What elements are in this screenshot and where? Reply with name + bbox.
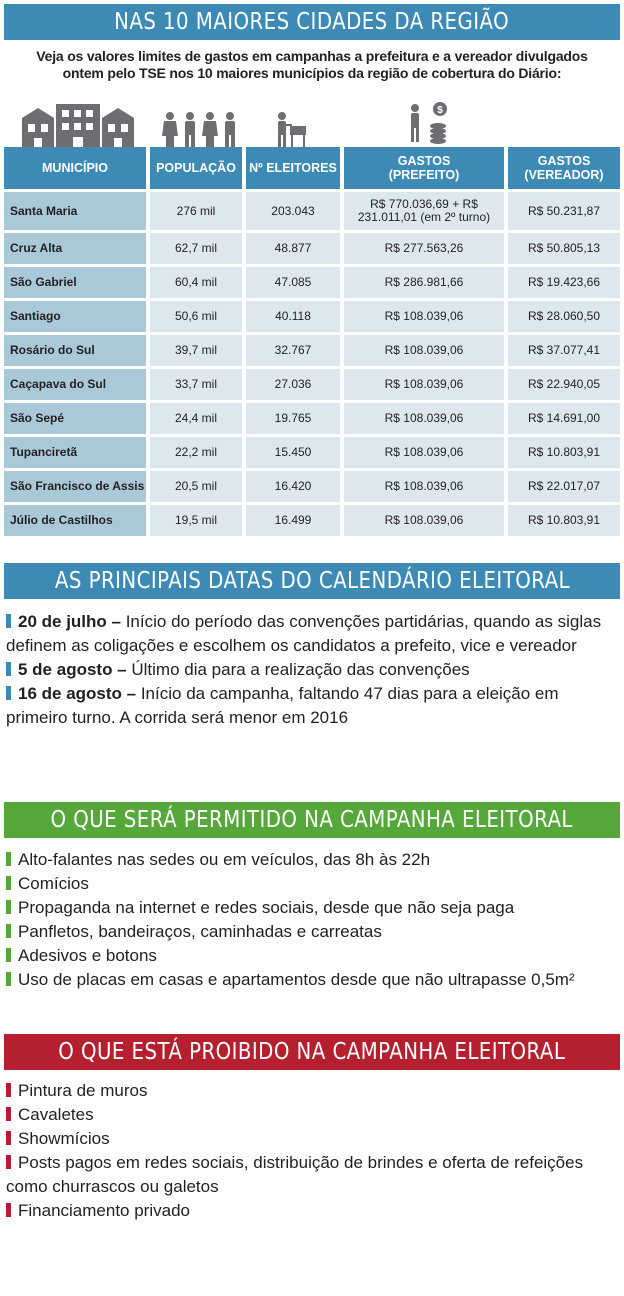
col-label: (VEREADOR)	[524, 168, 604, 182]
cell-line: R$ 108.039,06	[384, 343, 464, 357]
col-populacao: POPULAÇÃO	[150, 147, 246, 189]
cell-eleitores: 15.450	[246, 437, 344, 468]
cell-line: R$ 108.039,06	[384, 411, 464, 425]
list-item	[6, 1199, 618, 1223]
cell-gastos-prefeito	[344, 233, 508, 264]
col-municipio: MUNICÍPIO	[4, 147, 150, 189]
cell-gastos-prefeito	[344, 437, 508, 468]
list-item	[6, 1127, 618, 1151]
people-icon	[160, 112, 240, 148]
cell-gastos-vereador: R$ 10.803,91	[508, 505, 620, 536]
cell-eleitores: 19.765	[246, 403, 344, 434]
list-item	[6, 968, 618, 992]
col-label: GASTOS	[397, 154, 451, 168]
table-row	[4, 369, 620, 400]
cell-gastos-vereador: R$ 14.691,00	[508, 403, 620, 434]
cell-gastos-vereador: R$ 37.077,41	[508, 335, 620, 366]
table-header-row	[4, 147, 620, 189]
section-title-permitido	[4, 802, 620, 838]
cell-municipio: Santiago	[4, 301, 150, 332]
cell-line: R$ 286.981,66	[384, 275, 464, 289]
col-label: (PREFEITO)	[388, 168, 460, 182]
cell-populacao: 22,2 mil	[150, 437, 246, 468]
cell-line: R$ 770.036,69 + R$	[370, 197, 478, 211]
cell-eleitores: 16.420	[246, 471, 344, 502]
intro-line: Veja os valores limites de gastos em campanhas a prefeitura e a vereador divulgados	[36, 48, 588, 64]
cell-gastos-prefeito	[344, 505, 508, 536]
permitido-list	[6, 848, 618, 992]
cell-populacao: 50,6 mil	[150, 301, 246, 332]
list-item	[6, 1151, 618, 1199]
date-label: 20 de julho –	[18, 612, 121, 631]
list-item-text: Adesivos e botons	[18, 946, 157, 965]
cell-gastos-prefeito	[344, 267, 508, 298]
date-label: 5 de agosto –	[18, 660, 127, 679]
intro-line: ontem pelo TSE nos 10 maiores municípios da região de cobertura do Diário:	[62, 65, 562, 81]
date-description: Início da campanha, faltando 47 dias para a eleição em primeiro turno. A corrida será menor em 2016	[6, 684, 559, 727]
cell-eleitores: 27.036	[246, 369, 344, 400]
cell-populacao: 24,4 mil	[150, 403, 246, 434]
list-item-text: Panfletos, bandeiraços, caminhadas e carreatas	[18, 922, 382, 941]
cell-line: R$ 108.039,06	[384, 377, 464, 391]
list-item	[6, 658, 618, 682]
cell-gastos-vereador: R$ 22.940,05	[508, 369, 620, 400]
list-item-text: Alto-falantes nas sedes ou em veículos, das 8h às 22h	[18, 850, 431, 869]
cell-line: R$ 108.039,06	[384, 479, 464, 493]
svg-text:$: $	[437, 105, 443, 116]
list-item	[6, 848, 618, 872]
datas-list	[6, 610, 618, 730]
col-gastos-vereador	[508, 147, 620, 189]
cell-populacao: 276 mil	[150, 192, 246, 230]
list-item	[6, 610, 618, 658]
list-item-text: Propaganda na internet e redes sociais, desde que não seja paga	[18, 898, 515, 917]
cell-line: R$ 108.039,06	[384, 513, 464, 527]
cell-eleitores: 48.877	[246, 233, 344, 264]
table-row	[4, 301, 620, 332]
date-description: Início do período das convenções partidárias, quando as siglas definem as coligações e escolhem os candidatos a prefeito, vice e vereador	[6, 612, 602, 655]
list-item-text: Comícios	[18, 874, 89, 893]
list-item-text: Showmícios	[18, 1129, 110, 1148]
cell-eleitores: 47.085	[246, 267, 344, 298]
table-row	[4, 192, 620, 230]
cell-line: 231.011,01 (em 2º turno)	[357, 210, 491, 224]
cell-gastos-prefeito	[344, 403, 508, 434]
list-item-text: Uso de placas em casas e apartamentos desde que não ultrapasse 0,5m²	[18, 970, 575, 989]
cell-gastos-prefeito	[344, 335, 508, 366]
cell-line: R$ 108.039,06	[384, 445, 464, 459]
table-row	[4, 335, 620, 366]
cell-populacao: 19,5 mil	[150, 505, 246, 536]
table-row	[4, 403, 620, 434]
cell-municipio: Rosário do Sul	[4, 335, 150, 366]
list-item	[6, 944, 618, 968]
cell-municipio: Júlio de Castilhos	[4, 505, 150, 536]
proibido-list	[6, 1079, 618, 1223]
cell-municipio: São Gabriel	[4, 267, 150, 298]
table-row	[4, 233, 620, 264]
buildings-icon	[22, 104, 134, 148]
list-item-text: Cavaletes	[18, 1105, 94, 1124]
list-item	[6, 682, 618, 730]
money-coins-icon	[408, 100, 452, 148]
section-title-text: O QUE SERÁ PERMITIDO NA CAMPANHA ELEITORAL	[50, 807, 574, 833]
table-row	[4, 505, 620, 536]
column-icons	[0, 100, 624, 148]
cell-eleitores: 32.767	[246, 335, 344, 366]
cell-populacao: 20,5 mil	[150, 471, 246, 502]
cell-municipio: Tupanciretã	[4, 437, 150, 468]
cell-populacao: 39,7 mil	[150, 335, 246, 366]
list-item	[6, 1079, 618, 1103]
cell-populacao: 60,4 mil	[150, 267, 246, 298]
section-title-cidades	[4, 4, 620, 40]
cell-gastos-prefeito	[344, 471, 508, 502]
cell-gastos-vereador: R$ 50.231,87	[508, 192, 620, 230]
gastos-table	[4, 144, 620, 539]
cell-gastos-vereador: R$ 50.805,13	[508, 233, 620, 264]
cell-populacao: 62,7 mil	[150, 233, 246, 264]
table-row	[4, 267, 620, 298]
list-item	[6, 872, 618, 896]
cell-municipio: Caçapava do Sul	[4, 369, 150, 400]
col-gastos-prefeito	[344, 147, 508, 189]
intro-text	[4, 48, 620, 82]
cell-municipio: São Sepé	[4, 403, 150, 434]
list-item	[6, 920, 618, 944]
cell-municipio: São Francisco de Assis	[4, 471, 150, 502]
cell-line: R$ 277.563,26	[384, 241, 464, 255]
cell-populacao: 33,7 mil	[150, 369, 246, 400]
table-row	[4, 471, 620, 502]
list-item-text: Financiamento privado	[18, 1201, 190, 1220]
col-label: GASTOS	[537, 154, 591, 168]
cell-gastos-vereador: R$ 19.423,66	[508, 267, 620, 298]
cell-eleitores: 40.118	[246, 301, 344, 332]
cell-municipio: Santa Maria	[4, 192, 150, 230]
section-title-text: NAS 10 MAIORES CIDADES DA REGIÃO	[114, 9, 510, 35]
list-item-text: Pintura de muros	[18, 1081, 148, 1100]
cell-gastos-vereador: R$ 28.060,50	[508, 301, 620, 332]
list-item	[6, 1103, 618, 1127]
cell-eleitores: 16.499	[246, 505, 344, 536]
col-eleitores: Nº ELEITORES	[246, 147, 344, 189]
cell-gastos-prefeito	[344, 301, 508, 332]
cell-gastos-vereador: R$ 10.803,91	[508, 437, 620, 468]
section-title-datas	[4, 563, 620, 599]
cell-eleitores: 203.043	[246, 192, 344, 230]
date-description: Último dia para a realização das convenções	[126, 660, 470, 679]
section-title-text: AS PRINCIPAIS DATAS DO CALENDÁRIO ELEITORAL	[54, 568, 570, 594]
cell-line: R$ 108.039,06	[384, 309, 464, 323]
cell-gastos-prefeito	[344, 192, 508, 230]
cell-gastos-vereador: R$ 22.017,07	[508, 471, 620, 502]
voter-ballot-icon	[276, 112, 306, 148]
list-item	[6, 896, 618, 920]
section-title-proibido	[4, 1034, 620, 1070]
table-row	[4, 437, 620, 468]
cell-municipio: Cruz Alta	[4, 233, 150, 264]
list-item-text: Posts pagos em redes sociais, distribuição de brindes e oferta de refeições como churrascos ou galetos	[6, 1153, 584, 1196]
section-title-text: O QUE ESTÁ PROIBIDO NA CAMPANHA ELEITORAL	[58, 1039, 566, 1065]
cell-gastos-prefeito	[344, 369, 508, 400]
date-label: 16 de agosto –	[18, 684, 137, 703]
